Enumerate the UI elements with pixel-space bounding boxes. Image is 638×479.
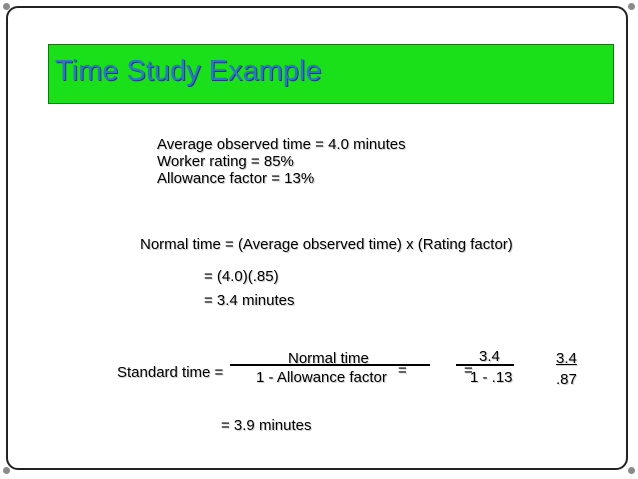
- equals-sign-2: =: [464, 362, 473, 379]
- fraction-3-numerator: 3.4: [556, 350, 577, 367]
- given-average-time: Average observed time = 4.0 minutes: [157, 136, 406, 153]
- fraction-3-denominator: .87: [556, 371, 577, 388]
- corner-dot-top-right: [628, 3, 635, 10]
- normal-time-step-1: = (4.0)(.85): [204, 268, 279, 285]
- given-worker-rating: Worker rating = 85%: [157, 153, 294, 170]
- normal-time-formula: Normal time = (Average observed time) x (Rating factor): [140, 236, 513, 253]
- fraction-denominator: 1 - Allowance factor: [256, 369, 387, 386]
- corner-dot-bottom-left: [3, 467, 10, 474]
- title-bar: [48, 44, 614, 104]
- fraction-numerator: Normal time: [288, 350, 369, 367]
- corner-dot-bottom-right: [628, 467, 635, 474]
- fraction-2-denominator: 1 - .13: [470, 369, 513, 386]
- normal-time-step-2: = 3.4 minutes: [204, 292, 295, 309]
- standard-time-result: = 3.9 minutes: [221, 417, 312, 434]
- standard-time-label: Standard time =: [117, 364, 224, 381]
- given-allowance-factor: Allowance factor = 13%: [157, 170, 315, 187]
- slide-title: Time Study Example: [55, 55, 322, 87]
- equals-sign-1: =: [398, 362, 407, 379]
- fraction-2-numerator: 3.4: [479, 348, 500, 365]
- corner-dot-top-left: [3, 3, 10, 10]
